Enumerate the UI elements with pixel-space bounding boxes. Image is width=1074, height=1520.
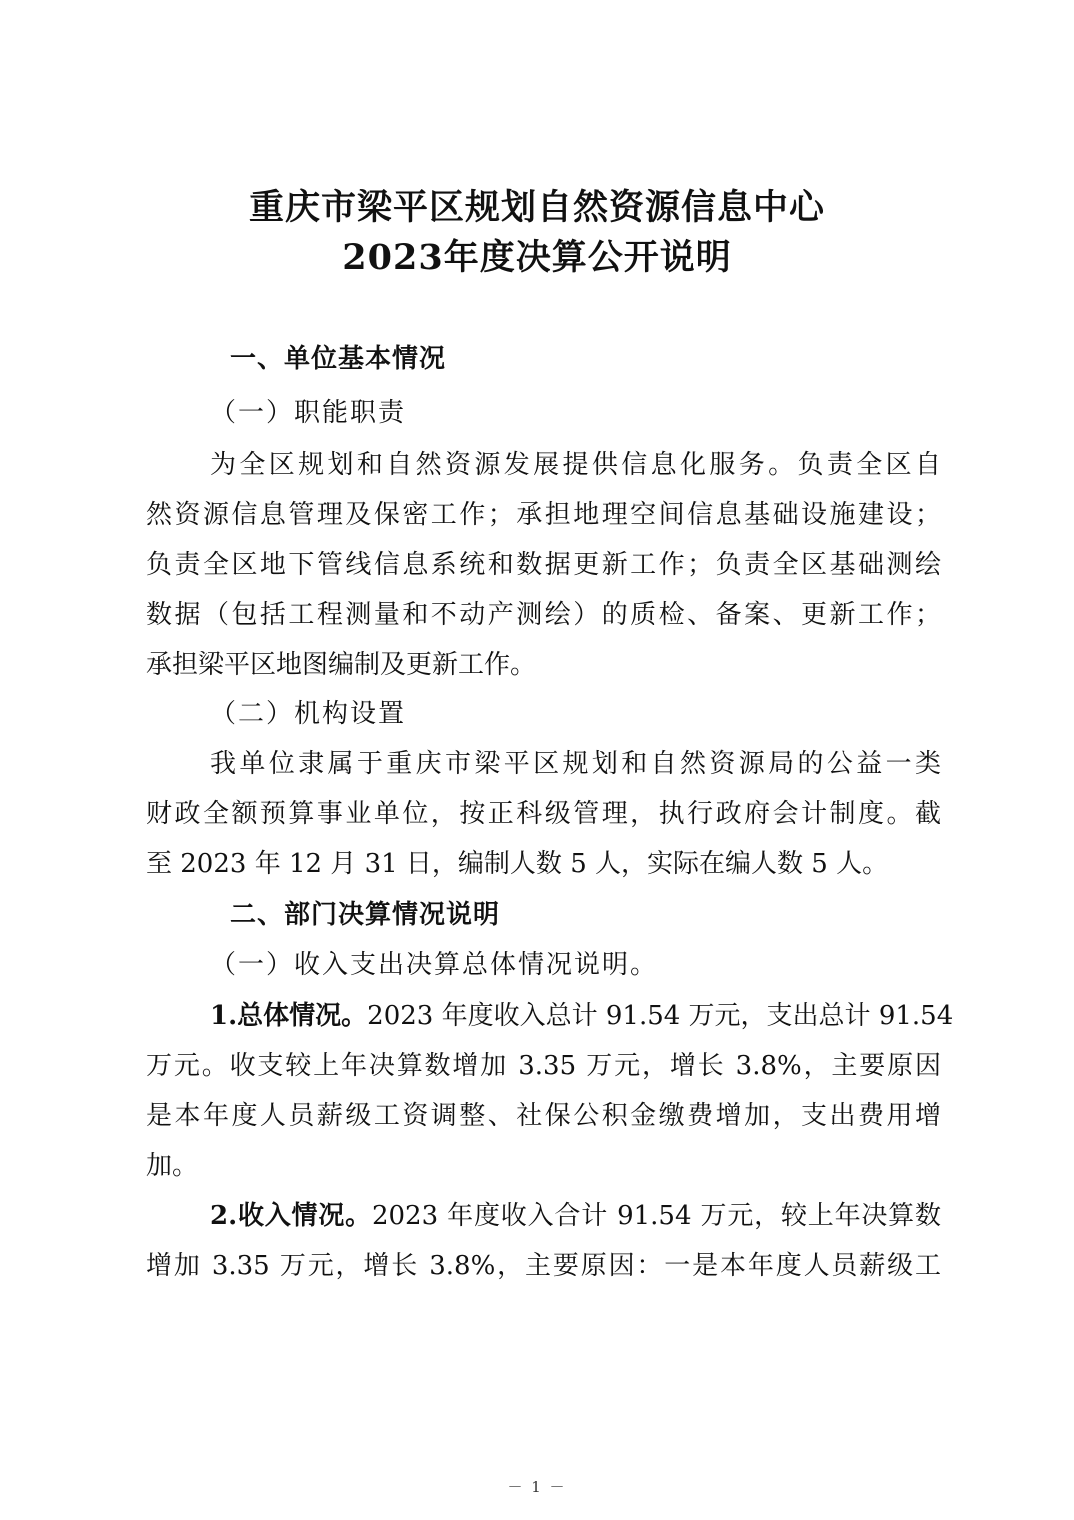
- document-title-line2: 2023年度决算公开说明: [342, 237, 732, 278]
- paragraph-line: 是本年度人员薪级工资调整、社保公积金缴费增加，支出费用增: [146, 1101, 941, 1131]
- section1-heading: 一、单位基本情况: [230, 344, 447, 374]
- paragraph-line: 财政全额预算事业单位，按正科级管理，执行政府会计制度。截: [146, 799, 941, 829]
- item2-label: 2.收入情况。: [210, 1201, 372, 1231]
- paragraph-line: 万元。收支较上年决算数增加 3.35 万元，增长 3.8%，主要原因: [146, 1051, 941, 1081]
- item1-line1: [210, 999, 954, 1033]
- paragraph-line: 为全区规划和自然资源发展提供信息化服务。负责全区自: [210, 450, 941, 480]
- paragraph-line: 数据（包括工程测量和不动产测绘）的质检、备案、更新工作；: [146, 600, 941, 630]
- item1-line1-text: 2023 年度收入总计 91.54 万元，支出总计 91.54: [367, 1001, 954, 1031]
- section2-heading: 二、部门决算情况说明: [230, 900, 501, 930]
- paragraph-line: 我单位隶属于重庆市梁平区规划和自然资源局的公益一类: [210, 749, 941, 779]
- item2-line1: [210, 1199, 941, 1233]
- section2-sub1-heading: （一）收入支出决算总体情况说明。: [210, 950, 659, 980]
- document-title-line1: 重庆市梁平区规划自然资源信息中心: [248, 187, 825, 228]
- paragraph-line: 负责全区地下管线信息系统和数据更新工作；负责全区基础测绘: [146, 550, 941, 580]
- item1-label: 1.总体情况。: [210, 1001, 368, 1031]
- section1-sub2-heading: （二）机构设置: [210, 699, 407, 729]
- section1-sub1-heading: （一）职能职责: [210, 398, 407, 428]
- paragraph-line: 加。: [146, 1151, 199, 1181]
- paragraph-line: 增加 3.35 万元，增长 3.8%，主要原因：一是本年度人员薪级工: [146, 1251, 941, 1281]
- paragraph-line: 至 2023 年 12 月 31 日，编制人数 5 人，实际在编人数 5 人。: [146, 849, 889, 879]
- item2-line1-text: 2023 年度收入合计 91.54 万元，较上年决算数: [371, 1201, 941, 1231]
- page-number: － 1 －: [507, 1478, 567, 1496]
- paragraph-line: 然资源信息管理及保密工作；承担地理空间信息基础设施建设；: [146, 500, 941, 530]
- paragraph-line: 承担梁平区地图编制及更新工作。: [146, 650, 537, 680]
